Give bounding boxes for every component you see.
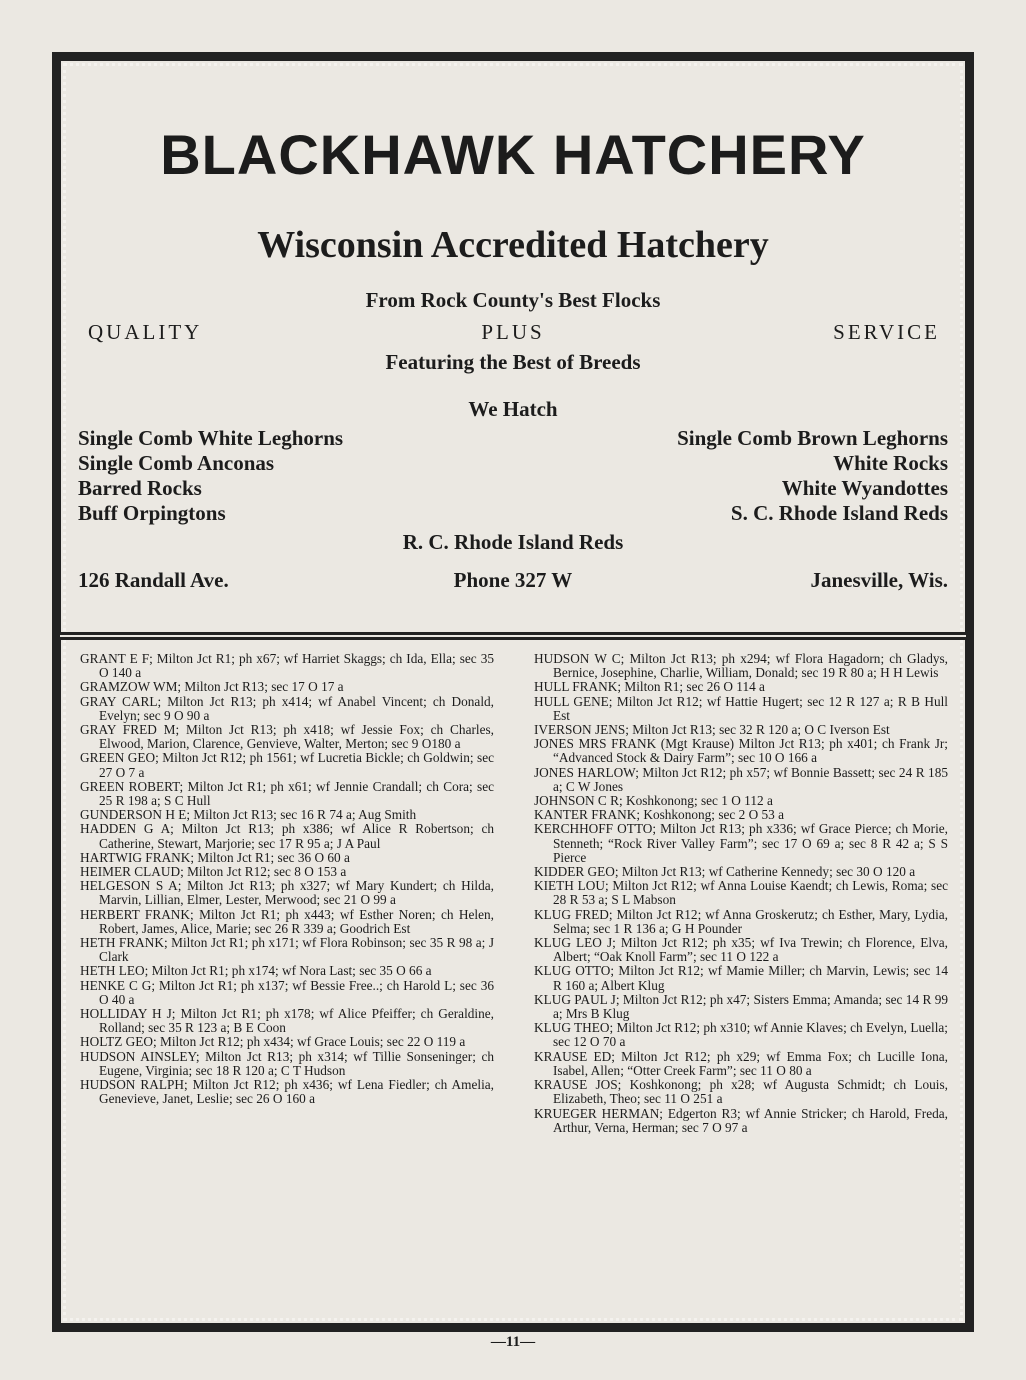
directory-entry: GREEN ROBERT; Milton Jct R1; ph x61; wf Jennie Crandall; ch Cora; sec 25 R 198 a; S C Hull	[80, 778, 494, 809]
breed-item: White Wyandottes	[781, 476, 948, 500]
directory-entry: HUDSON RALPH; Milton Jct R12; ph x436; wf Lena Fiedler; ch Amelia, Genevieve, Janet, Leslie; sec 26 O 160 a	[80, 1077, 494, 1107]
directory-entry: HETH FRANK; Milton Jct R1; ph x171; wf Flora Robinson; sec 35 R 98 a; J Clark	[80, 935, 494, 965]
directory-entry: GRAY CARL; Milton Jct R13; ph x414; wf Anabel Vincent; ch Donald, Evelyn; sec 9 O 90 a	[80, 693, 494, 723]
ad-service: SERVICE	[833, 320, 940, 344]
ad-phone: Phone 327 W	[453, 568, 573, 592]
directory-entry: HENKE C G; Milton Jct R1; ph x137; wf Bessie Free..; ch Harold L; sec 36 O 40 a	[80, 977, 494, 1007]
breeds-left-list	[78, 426, 343, 526]
directory-entry: KIETH LOU; Milton Jct R12; wf Anna Louise Kaendt; ch Lewis, Roma; sec 28 R 53 a; S L Mabson	[534, 878, 948, 908]
directory-entry: GRAMZOW WM; Milton Jct R13; sec 17 O 17 a	[80, 679, 344, 695]
directory-entry: KLUG FRED; Milton Jct R12; wf Anna Groskerutz; ch Esther, Mary, Lydia, Selma; sec 1 R 136 a; G H Pounder	[534, 906, 948, 936]
directory-entry: GREEN GEO; Milton Jct R12; ph 1561; wf Lucretia Bickle; ch Goldwin; sec 27 O 7 a	[80, 750, 494, 780]
directory-column-right	[534, 652, 948, 1135]
directory-entry: HOLLIDAY H J; Milton Jct R1; ph x178; wf Alice Pfeiffer; ch Geraldine, Rolland; sec 35 R 123 a; B E Coon	[80, 1006, 494, 1036]
breed-item: Single Comb Brown Leghorns	[677, 426, 948, 450]
directory-entry: HETH LEO; Milton Jct R1; ph x174; wf Nora Last; sec 35 O 66 a	[80, 963, 432, 979]
breed-center: R. C. Rhode Island Reds	[402, 530, 624, 554]
directory-entry: JOHNSON C R; Koshkonong; sec 1 O 112 a	[534, 793, 773, 809]
breed-item: Buff Orpingtons	[78, 501, 226, 525]
directory-entry: KRUEGER HERMAN; Edgerton R3; wf Annie Stricker; ch Harold, Freda, Arthur, Verna, Herman; sec 7 O 97 a	[534, 1105, 948, 1135]
breed-item: Barred Rocks	[78, 476, 202, 500]
directory-entry: HUDSON W C; Milton Jct R13; ph x294; wf Flora Hagadorn; ch Gladys, Bernice, Josephine, Charlie, William, Donald; sec 19 R 80 a; H H Lewis	[534, 651, 948, 681]
directory-entry: KIDDER GEO; Milton Jct R13; wf Catherine Kennedy; sec 30 O 120 a	[534, 864, 916, 880]
directory-entry: KANTER FRANK; Koshkonong; sec 2 O 53 a	[534, 807, 785, 823]
directory-entry: KERCHHOFF OTTO; Milton Jct R13; ph x336; wf Grace Pierce; ch Morie, Stenneth; “Rock River Valley Farm”; sec 17 O 69 a; sec 8 R 42 a; S S Pierce	[534, 821, 948, 865]
ad-featuring: Featuring the Best of Breeds	[385, 350, 641, 374]
directory-entry: KLUG PAUL J; Milton Jct R12; ph x47; Sisters Emma; Amanda; sec 14 R 99 a; Mrs B Klug	[534, 991, 948, 1022]
directory-entry: HULL GENE; Milton Jct R12; wf Hattie Hugert; sec 12 R 127 a; R B Hull Est	[534, 693, 948, 723]
directory-entry: HOLTZ GEO; Milton Jct R12; ph x434; wf Grace Louis; sec 22 O 119 a	[80, 1034, 466, 1050]
directory-entry: HELGESON S A; Milton Jct R13; ph x327; wf Mary Kundert; ch Hilda, Marvin, Lillian, Elmer, Lester, Merwood; sec 21 O 99 a	[80, 878, 494, 908]
ad-address: 126 Randall Ave.	[78, 568, 229, 592]
directory-column-left	[80, 652, 494, 1107]
breed-item: White Rocks	[833, 451, 948, 475]
directory-entry: KRAUSE JOS; Koshkonong; ph x28; wf Augusta Schmidt; ch Louis, Elizabeth, Theo; sec 11 O 251 a	[534, 1077, 948, 1107]
ad-quality: QUALITY	[88, 320, 203, 344]
directory-entry: HARTWIG FRANK; Milton Jct R1; sec 36 O 60 a	[80, 849, 350, 865]
directory-entry: HERBERT FRANK; Milton Jct R1; ph x443; wf Esther Noren; ch Helen, Robert, James, Alice, Marie; sec 26 R 339 a; Goodrich Est	[80, 906, 494, 936]
ad-we-hatch: We Hatch	[468, 397, 558, 421]
ad-subtitle: Wisconsin Accredited Hatchery	[257, 224, 769, 266]
ad-from-line: From Rock County's Best Flocks	[365, 288, 661, 312]
breeds-right-list	[677, 426, 948, 526]
section-divider	[60, 632, 966, 640]
directory-entry: HEIMER CLAUD; Milton Jct R12; sec 8 O 153 a	[80, 864, 347, 880]
directory-entry: GRANT E F; Milton Jct R1; ph x67; wf Harriet Skaggs; ch Ida, Ella; sec 35 O 140 a	[80, 651, 494, 681]
breed-item: S. C. Rhode Island Reds	[730, 501, 948, 525]
directory-entry: HULL FRANK; Milton R1; sec 26 O 114 a	[534, 679, 765, 695]
directory-entry: JONES MRS FRANK (Mgt Krause) Milton Jct R13; ph x401; ch Frank Jr; “Advanced Stock & Dairy Farm”; sec 10 O 166 a	[534, 736, 948, 766]
ad-city: Janesville, Wis.	[810, 568, 948, 592]
ad-title: BLACKHAWK HATCHERY	[160, 123, 866, 186]
advertisement	[78, 80, 948, 620]
directory-entry: GRAY FRED M; Milton Jct R13; ph x418; wf Jessie Fox; ch Charles, Elwood, Marion, Clarence, Genvieve, Walter, Merton; sec 9 O180 a	[80, 722, 494, 752]
directory-entry: HUDSON AINSLEY; Milton Jct R13; ph x314; wf Tillie Sonseninger; ch Eugene, Virginia; sec 18 R 120 a; C T Hudson	[80, 1048, 494, 1078]
directory-entry: HADDEN G A; Milton Jct R13; ph x386; wf Alice R Robertson; ch Catherine, Stewart, Marjorie; sec 17 R 95 a; J A Paul	[80, 821, 494, 851]
page-number: —11—	[490, 1334, 536, 1350]
ad-plus: PLUS	[481, 320, 545, 344]
directory-entry: KLUG THEO; Milton Jct R12; ph x310; wf Annie Klaves; ch Evelyn, Luella; sec 12 O 70 a	[534, 1020, 948, 1050]
directory-entry: KLUG OTTO; Milton Jct R12; wf Mamie Miller; ch Marvin, Lewis; sec 14 R 160 a; Albert Klug	[534, 963, 948, 993]
breed-item: Single Comb Anconas	[78, 451, 275, 475]
directory-entry: IVERSON JENS; Milton Jct R13; sec 32 R 120 a; O C Iverson Est	[534, 722, 890, 738]
directory-entry: KLUG LEO J; Milton Jct R12; ph x35; wf Iva Trewin; ch Florence, Elva, Albert; “Oak Knoll Farm”; sec 11 O 122 a	[534, 935, 948, 965]
directory-entry: JONES HARLOW; Milton Jct R12; ph x57; wf Bonnie Bassett; sec 24 R 185 a; C W Jones	[534, 764, 948, 794]
directory-entry: GUNDERSON H E; Milton Jct R13; sec 16 R 74 a; Aug Smith	[80, 807, 417, 823]
breed-item: Single Comb White Leghorns	[78, 426, 344, 450]
directory-entry: KRAUSE ED; Milton Jct R12; ph x29; wf Emma Fox; ch Lucille Iona, Isabel, Allen; “Otter Creek Farm”; sec 11 O 80 a	[534, 1048, 948, 1078]
